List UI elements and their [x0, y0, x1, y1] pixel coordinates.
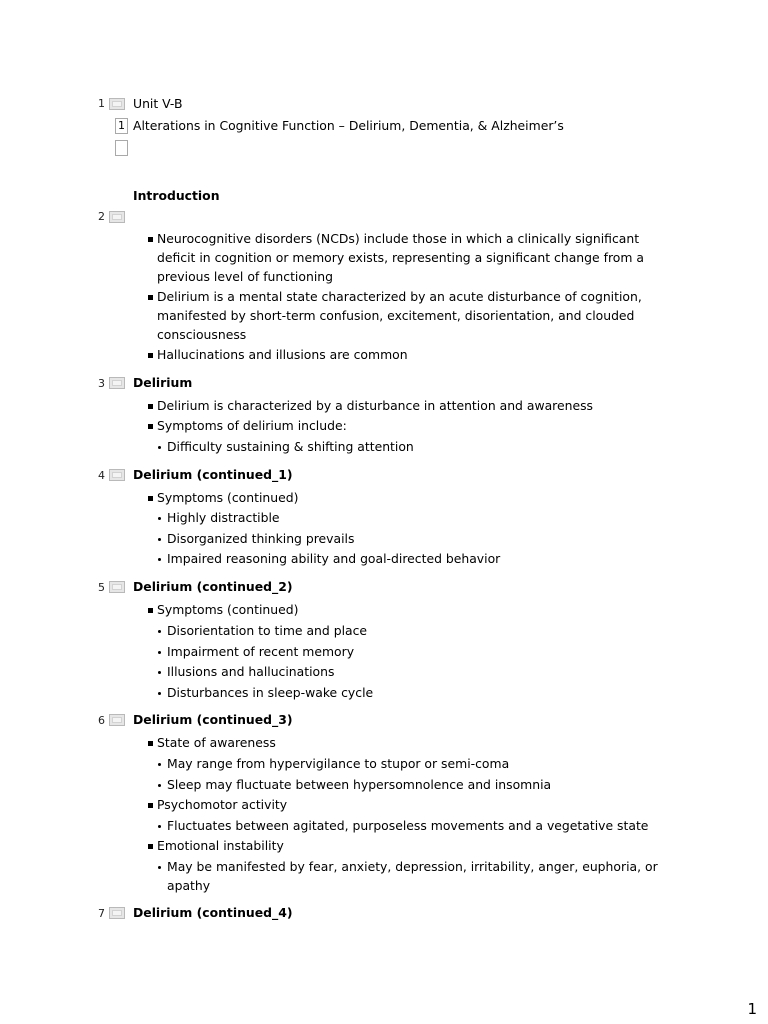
sub-bullet-item: Impaired reasoning ability and goal-directed behavior — [167, 551, 501, 566]
slide-number: 6 — [98, 714, 105, 727]
sub-bullet-item: May range from hypervigilance to stupor or semi-coma — [167, 756, 510, 771]
bullet-continuation: previous level of functioning — [157, 269, 333, 284]
sub-bullet-item: Disturbances in sleep-wake cycle — [167, 685, 374, 700]
slide-thumbnail[interactable] — [109, 377, 125, 389]
bullet-item: Emotional instability — [157, 838, 284, 853]
slide-number: 4 — [98, 469, 105, 482]
slide-number: 1 — [98, 97, 105, 110]
sub-bullet-item: Difficulty sustaining & shifting attention — [167, 439, 414, 454]
slide-thumbnail[interactable] — [109, 469, 125, 481]
bullet-item: Symptoms (continued) — [157, 490, 299, 505]
sub-bullet-item: Impairment of recent memory — [167, 644, 355, 659]
slide-thumbnail[interactable] — [109, 211, 125, 223]
bullet-item: Neurocognitive disorders (NCDs) include those in which a clinically significant — [157, 231, 640, 246]
slide-title: Delirium (continued_2) — [133, 579, 293, 594]
sub-bullet-item: Fluctuates between agitated, purposeless movements and a vegetative state — [167, 818, 649, 833]
slide-number: 2 — [98, 210, 105, 223]
bullet-item: Delirium is a mental state characterized by an acute disturbance of cognition, — [157, 289, 642, 304]
slide-number: 7 — [98, 907, 105, 920]
slide-title: Delirium — [133, 375, 193, 390]
sub-bullet-item: Illusions and hallucinations — [167, 664, 335, 679]
slide-thumbnail[interactable] — [109, 907, 125, 919]
slide-title: Delirium (continued_3) — [133, 712, 293, 727]
slide-thumbnail[interactable] — [109, 581, 125, 593]
slide-number: 3 — [98, 377, 105, 390]
sub-bullet-item: Highly distractible — [167, 510, 280, 525]
sub-bullet-item: Sleep may fluctuate between hypersomnolence and insomnia — [167, 777, 552, 792]
sub-bullet-item: May be manifested by fear, anxiety, depression, irritability, anger, euphoria, or — [167, 859, 658, 874]
unit-title: Unit V-B — [133, 96, 183, 111]
empty-subslide-box[interactable] — [115, 140, 128, 156]
page-number: 1 — [747, 1000, 757, 1018]
slide-number: 5 — [98, 581, 105, 594]
bullet-continuation: consciousness — [157, 327, 247, 342]
unit-subtitle: Alterations in Cognitive Function – Delirium, Dementia, & Alzheimer’s — [133, 118, 564, 133]
sub-bullet-item: Disorganized thinking prevails — [167, 531, 355, 546]
bullet-item: Symptoms (continued) — [157, 602, 299, 617]
slide-thumbnail[interactable] — [109, 98, 125, 110]
slide-title: Delirium (continued_4) — [133, 905, 293, 920]
subslide-number-box[interactable]: 1 — [115, 118, 128, 134]
bullet-item: Psychomotor activity — [157, 797, 288, 812]
bullet-item: Delirium is characterized by a disturbance in attention and awareness — [157, 398, 594, 413]
slide-title: Delirium (continued_1) — [133, 467, 293, 482]
bullet-continuation: apathy — [167, 878, 211, 893]
bullet-item: Symptoms of delirium include: — [157, 418, 347, 433]
bullet-item: Hallucinations and illusions are common — [157, 347, 408, 362]
sub-bullet-item: Disorientation to time and place — [167, 623, 368, 638]
bullet-item: State of awareness — [157, 735, 276, 750]
intro-heading: Introduction — [133, 188, 220, 203]
bullet-continuation: manifested by short-term confusion, excitement, disorientation, and clouded — [157, 308, 635, 323]
bullet-continuation: deficit in cognition or memory exists, representing a significant change from a — [157, 250, 644, 265]
slide-thumbnail[interactable] — [109, 714, 125, 726]
